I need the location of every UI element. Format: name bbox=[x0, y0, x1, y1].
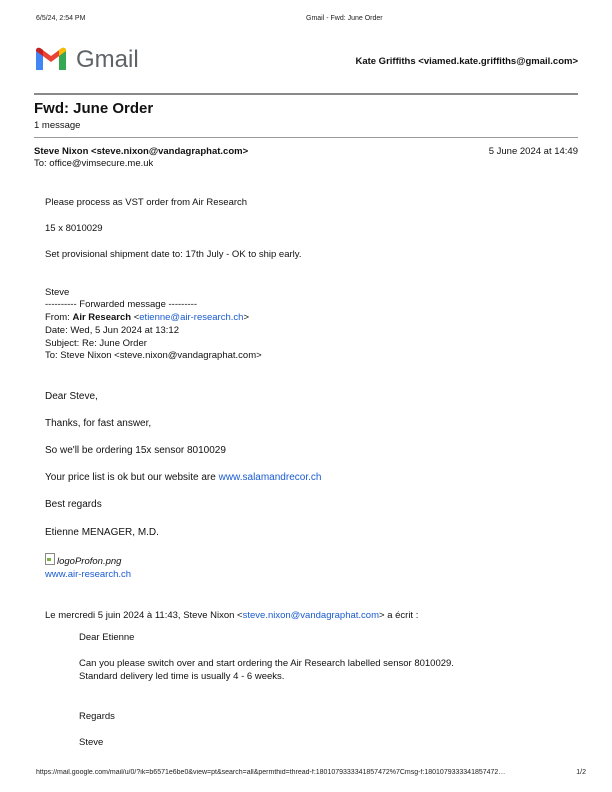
message-recipient: To: office@vimsecure.me.uk bbox=[34, 158, 154, 169]
quoted-line-2: Standard delivery led time is usually 4 - 6 weeks. bbox=[79, 671, 285, 682]
broken-image-icon bbox=[45, 553, 55, 565]
forwarded-from bbox=[45, 312, 249, 323]
message-date: 5 June 2024 at 14:49 bbox=[488, 146, 578, 157]
gmail-logo-icon bbox=[34, 44, 68, 72]
logo-image bbox=[45, 553, 121, 567]
quoted-regards: Regards bbox=[79, 711, 115, 722]
quoted-email-link[interactable]: steve.nixon@vandagraphat.com bbox=[242, 610, 380, 621]
quoted-signature: Steve bbox=[79, 737, 104, 748]
print-page-title: Gmail - Fwd: June Order bbox=[306, 15, 383, 22]
thread-message-count: 1 message bbox=[34, 120, 81, 131]
body-line-2: 15 x 8010029 bbox=[45, 223, 103, 234]
forwarded-subject: Subject: Re: June Order bbox=[45, 338, 147, 349]
forwarded-from-email-link[interactable]: etienne@air-research.ch bbox=[139, 312, 244, 323]
salamandrecor-link[interactable]: www.salamandrecor.ch bbox=[218, 472, 322, 483]
account-name: Kate Griffiths <viamed.kate.griffiths@gmail.com> bbox=[355, 56, 578, 67]
reply-signature: Etienne MENAGER, M.D. bbox=[45, 527, 159, 538]
reply-price-line bbox=[45, 472, 321, 483]
message-sender: Steve Nixon <steve.nixon@vandagraphat.com> bbox=[34, 146, 249, 157]
print-footer-url: https://mail.google.com/mail/u/0/?ik=b6571e6be0&view=pt&search=all&permthid=thread-f:1801079333341857472%7Cmsg-f:1801079333341857472… bbox=[36, 769, 506, 776]
forwarded-from-name: Air Research bbox=[72, 312, 132, 323]
quoted-intro-prefix: Le mercredi 5 juin 2024 à 11:43, Steve Nixon < bbox=[45, 610, 243, 621]
forwarded-from-label: From: bbox=[45, 312, 73, 323]
forwarded-date: Date: Wed, 5 Jun 2024 at 13:12 bbox=[45, 325, 179, 336]
body-signature: Steve bbox=[45, 287, 70, 298]
quoted-line-1: Can you please switch over and start ordering the Air Research labelled sensor 8010029. bbox=[79, 658, 454, 669]
quoted-intro bbox=[45, 610, 418, 621]
header-divider bbox=[34, 93, 578, 95]
air-research-website-link[interactable]: www.air-research.ch bbox=[45, 569, 132, 580]
gmail-logo-text: Gmail bbox=[76, 46, 139, 73]
forwarded-divider: ---------- Forwarded message --------- bbox=[45, 299, 197, 310]
forwarded-from-close: > bbox=[243, 312, 249, 323]
reply-regards: Best regards bbox=[45, 499, 102, 510]
subject-divider bbox=[34, 137, 578, 138]
forwarded-from-open: < bbox=[131, 312, 140, 323]
forwarded-to: To: Steve Nixon <steve.nixon@vandagraphat.com> bbox=[45, 350, 262, 361]
body-line-1: Please process as VST order from Air Research bbox=[45, 197, 248, 208]
quoted-intro-suffix: > a écrit : bbox=[379, 610, 419, 621]
print-page-number: 1/2 bbox=[576, 769, 586, 776]
body-line-3: Set provisional shipment date to: 17th July - OK to ship early. bbox=[45, 249, 302, 260]
logo-image-alt: logoProfon.png bbox=[57, 556, 122, 567]
quoted-greeting: Dear Etienne bbox=[79, 632, 135, 643]
reply-greeting: Dear Steve, bbox=[45, 391, 98, 402]
print-datetime: 6/5/24, 2:54 PM bbox=[36, 15, 86, 22]
reply-ordering: So we'll be ordering 15x sensor 8010029 bbox=[45, 445, 226, 456]
reply-price-prefix: Your price list is ok but our website are bbox=[45, 472, 219, 483]
thread-subject: Fwd: June Order bbox=[34, 100, 154, 117]
reply-thanks: Thanks, for fast answer, bbox=[45, 418, 152, 429]
